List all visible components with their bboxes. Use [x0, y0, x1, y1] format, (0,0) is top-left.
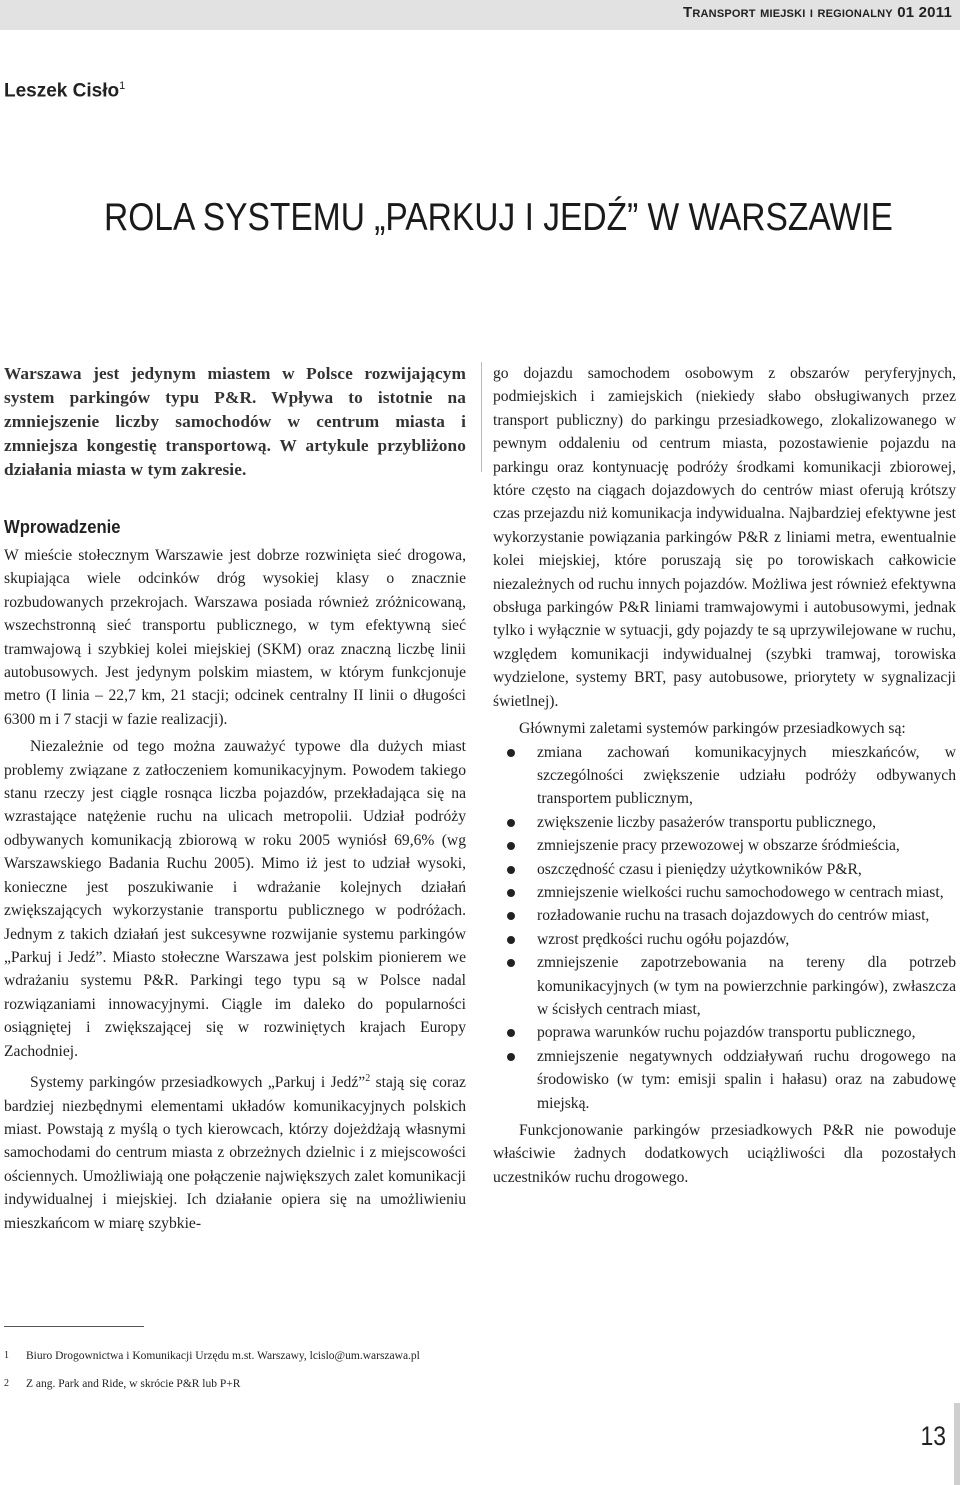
footnote-1: [4, 1348, 474, 1364]
list-item: [493, 834, 956, 857]
lead-divider: [481, 362, 482, 472]
bullet-icon: [507, 889, 515, 897]
advantages-list: [493, 741, 956, 1116]
page-number: 13: [920, 1421, 946, 1451]
bullet-icon: [507, 866, 515, 874]
paragraph-3-start: [4, 1067, 466, 1235]
footnote-number: 1: [4, 1350, 9, 1361]
list-item-text: oszczędność czasu i pieniędzy użytkowników P&R,: [537, 860, 862, 878]
author-name: [4, 80, 125, 102]
paragraph-3-lead: Systemy parkingów przesiadkowych „Parkuj i Jedź”: [30, 1074, 366, 1092]
bullet-icon: [507, 842, 515, 850]
bullet-icon: [507, 749, 515, 757]
paragraph-4: Głównymi zaletami systemów parkingów przesiadkowych są:: [519, 720, 906, 738]
left-column: [4, 362, 466, 1235]
list-item: [493, 881, 956, 904]
page-edge-bar: [954, 1403, 960, 1485]
paragraph-3-left-part: stają się coraz bardziej niezbędnymi elementami układów komunikacyjnych polskich miast. Powstają z myślą o tych kierowcach, którzy dojeżdżają własnymi samochodami do centrum miasta z obrzeżnych dzielnic i z miejscowości ościennych. Umożliwiają one połączenie największych zalet komunikacji indywidualnej i miejskiej. Ich działanie opiera się na umożliwieniu mieszkańcom w miarę szybkie-: [4, 1074, 466, 1232]
paragraph-1: W mieście stołecznym Warszawie jest dobrze rozwinięta sieć drogowa, skupiająca wiele odcinków dróg wysokiej klasy o znacznie rozbudowanych przekrojach. Warszawa posiada również zróżnicowaną, wszechstronną sieć transportu publicznego, w tym efektywną sieć tramwajową i szybkiej kolei miejskiej (SKM) oraz znaczną liczbę linii autobusowych. Jest jedynym polskim miastem, w którym funkcjonuje metro (I linia – 22,7 km, 21 stacji; odcinek centralny II linii o długości 6300 m i 7 stacji w fazie realizacji).: [4, 547, 466, 728]
list-item-text: zmniejszenie pracy przewozowej w obszarze śródmieścia,: [537, 837, 900, 855]
footnote-number: 2: [4, 1378, 9, 1389]
list-item-text: rozładowanie ruchu na trasach dojazdowych do centrów miast,: [537, 907, 930, 925]
bullet-icon: [507, 1029, 515, 1037]
list-item: [493, 811, 956, 834]
article-title: ROLA SYSTEMU „PARKUJ I JEDŹ” W WARSZAWIE: [104, 196, 893, 239]
list-item: [493, 1021, 956, 1044]
list-item: [493, 858, 956, 881]
list-item-text: zmniejszenie wielkości ruchu samochodowego w centrach miast,: [537, 883, 944, 901]
footnote-text: Z ang. Park and Ride, w skrócie P&R lub P+R: [26, 1378, 241, 1390]
list-item: [493, 1045, 956, 1115]
paragraph-2: Niezależnie od tego można zauważyć typowe dla dużych miast problemy związane z zatłoczeniem komunikacyjnym. Powodem takiego stanu rzeczy jest ciągle rosnąca liczba pojazdów, przekładająca się na wzrastające natężenie ruchu na ulicach metropolii. Udział podróży odbywanych komunikacją zbiorową w roku 2005 wyniósł 69,6% (wg Warszawskiego Badania Ruchu 2005). Mimo iż jest to udział wysoki, konieczne jest poszukiwanie i wdrażanie kolejnych działań zwiększających wykorzystanie transportu publicznego w podróżach. Jednym z takich działań jest sukcesywne rozwijanie systemu parkingów „Parkuj i Jedź”. Miasto stołeczne Warszawa jest polskim pionierem we wdrażaniu systemu P&R. Parkingi tego typu są w Polsce nadal rozwiązaniami innowacyjnymi. Ciągle im daleko do popularności osiągniętej i zwiększającej się w rozwiniętych krajach Europy Zachodniej.: [4, 738, 466, 1060]
bullet-icon: [507, 959, 515, 967]
list-item: [493, 741, 956, 811]
list-item: [493, 928, 956, 951]
list-item-text: zmniejszenie negatywnych oddziaływań ruchu drogowego na środowisko (w tym: emisji spalin i hałasu) oraz na zabudowę miejską.: [537, 1047, 956, 1112]
bullet-icon: [507, 819, 515, 827]
paragraph-5: Funkcjonowanie parkingów przesiadkowych P&R nie powoduje właściwie żadnych dodatkowych uciążliwości dla pozostałych uczestników ruchu drogowego.: [493, 1122, 956, 1186]
right-column: [493, 362, 956, 1189]
bullet-icon: [507, 1053, 515, 1061]
footnote-ref-2: 2: [365, 1072, 371, 1084]
list-item-text: zwiększenie liczby pasażerów transportu publicznego,: [537, 813, 877, 831]
author-name-text: Leszek Cisło: [4, 80, 120, 102]
list-item-text: poprawa warunków ruchu pojazdów transportu publicznego,: [537, 1024, 916, 1042]
footnote-rule: [4, 1326, 144, 1327]
lead-paragraph: Warszawa jest jedynym miastem w Polsce rozwijającym system parkingów typu P&R. Wpływa to istotnie na zmniejszenie liczby samochodów w centrum miasta i zmniejsza kongestię transportową. W artykule przybliżono działania miasta w tym zakresie.: [4, 364, 466, 479]
list-item-text: zmiana zachowań komunikacyjnych mieszkańców, w szczególności zwiększenie udziału podróży odbywanych transportem publicznym,: [537, 743, 956, 808]
bullet-icon: [507, 936, 515, 944]
footnotes: [4, 1348, 474, 1404]
paragraph-3-continued: go dojazdu samochodem osobowym z obszarów peryferyjnych, podmiejskich i zamiejskich (niekiedy słabo obsługiwanych przez transport publiczny) do parkingu przesiadkowego, zlokalizowanego w pewnym oddaleniu od centrum miasta, pozostawienie pojazdu na parkingu oraz kontynuację podróży środkami komunikacji zbiorowej, które często na ciągach dojazdowych do centrów miast oferują krótszy czas przejazdu niż komunikacja indywidualna. Najbardziej efektywne jest wykorzystanie powiązania parkingów P&R z liniami metra, ewentualnie kolei miejskiej, które poruszają się po torowiskach całkowicie niezależnych od ruchu innych pojazdów. Możliwa jest również efektywna obsługa parkingów P&R liniami tramwajowymi i autobusowymi, jednak tylko i wyłącznie w sytuacji, gdy pojazdy te są uprzywilejowane w ruchu, względem komunikacji indywidualnej (szybki tramwaj, torowiska wydzielone, systemy BRT, pasy autobusowe, priorytety w sygnalizacji świetlnej).: [493, 365, 956, 710]
journal-title: Transport miejski i regionalny 01 2011: [683, 4, 952, 21]
footnote-2: [4, 1376, 474, 1392]
footnote-text: Biuro Drogownictwa i Komunikacji Urzędu m.st. Warszawy, lcislo@um.warszawa.pl: [26, 1350, 420, 1362]
list-item: [493, 951, 956, 1021]
list-item-text: zmniejszenie zapotrzebowania na tereny dla potrzeb komunikacyjnych (w tym na powierzchnie parkingów), zwłaszcza w ścisłych centrach miast,: [537, 954, 956, 1018]
list-item-text: wzrost prędkości ruchu ogółu pojazdów,: [537, 930, 790, 948]
author-footnote-ref: 1: [119, 80, 126, 92]
section-heading: Wprowadzenie: [4, 516, 121, 537]
list-item: [493, 904, 956, 927]
bullet-icon: [507, 912, 515, 920]
